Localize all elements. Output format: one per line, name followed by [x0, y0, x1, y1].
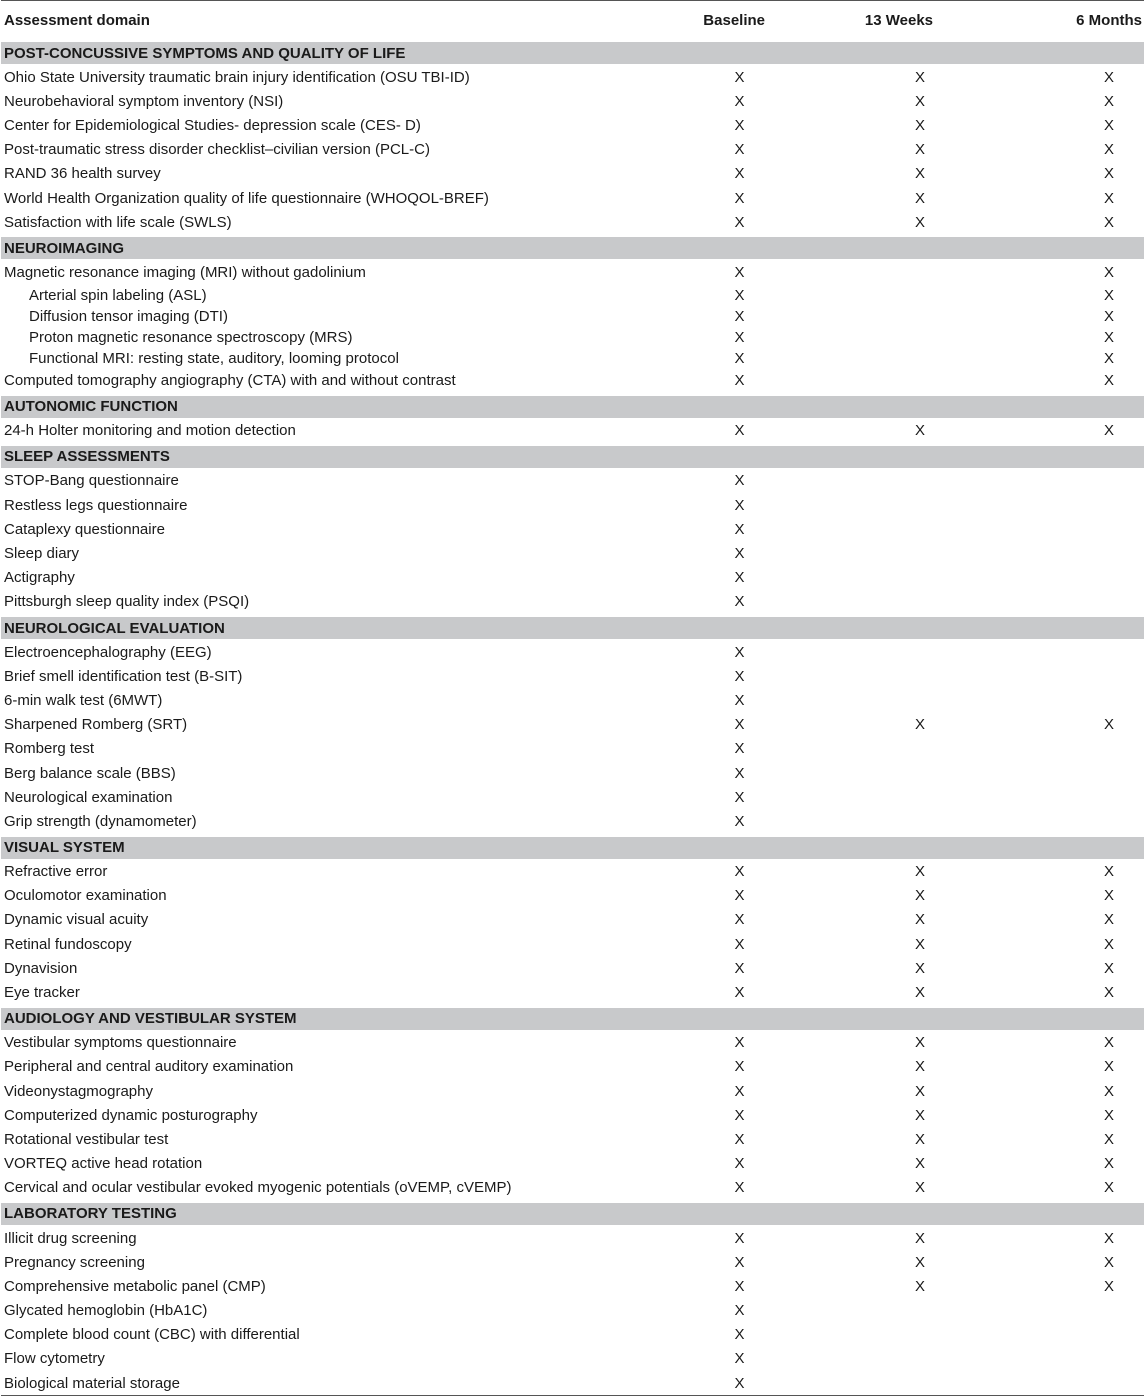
table-row [1, 541, 1144, 565]
month6-mark [1016, 664, 1144, 688]
table-row [1, 884, 1144, 908]
table-row [1, 418, 1144, 444]
baseline-mark: X [734, 189, 745, 207]
week13-mark: X [914, 716, 925, 734]
assessment-name: Flow cytometry [4, 1350, 105, 1368]
week13-mark [827, 468, 1016, 493]
table-row [1, 306, 1144, 327]
baseline-mark: X [734, 593, 745, 611]
baseline-mark: X [734, 286, 745, 304]
week13-mark: X [914, 141, 925, 159]
section-header-row [1, 616, 1144, 640]
table-row [1, 785, 1144, 809]
table-body [1, 41, 1144, 1396]
month6-mark: X [1103, 1058, 1114, 1076]
baseline-mark: X [734, 643, 745, 661]
baseline-mark: X [734, 1326, 745, 1344]
month6-mark: X [1103, 286, 1114, 304]
baseline-mark: X [734, 116, 745, 134]
week13-mark [827, 688, 1016, 712]
baseline-mark: X [734, 1179, 745, 1197]
month6-mark: X [1103, 984, 1114, 1002]
section-header-row [1, 394, 1144, 418]
table-row [1, 1176, 1144, 1202]
week13-mark: X [914, 1082, 925, 1100]
table-row [1, 566, 1144, 590]
week13-mark: X [914, 863, 925, 881]
month6-mark: X [1103, 959, 1114, 977]
assessment-name: Romberg test [4, 740, 95, 758]
month6-mark: X [1103, 349, 1114, 367]
assessment-name: Diffusion tensor imaging (DTI) [29, 307, 228, 325]
month6-mark [1016, 517, 1144, 541]
assessment-name: Restless legs questionnaire [4, 496, 188, 514]
baseline-mark: X [734, 496, 745, 514]
month6-mark: X [1103, 1253, 1114, 1271]
assessment-name: VORTEQ active head rotation [4, 1155, 203, 1173]
week13-mark [827, 285, 1016, 306]
baseline-mark: X [734, 263, 745, 281]
month6-mark [1016, 785, 1144, 809]
assessment-name: Berg balance scale (BBS) [4, 764, 176, 782]
table-row [1, 1250, 1144, 1274]
week13-mark [827, 327, 1016, 348]
assessment-schedule-table [1, 0, 1144, 1396]
month6-mark: X [1103, 141, 1114, 159]
week13-mark: X [914, 1277, 925, 1295]
baseline-mark: X [734, 1155, 745, 1173]
month6-mark [1016, 688, 1144, 712]
column-header-6-months: 6 Months [1016, 1, 1144, 41]
month6-mark [1016, 1347, 1144, 1371]
assessment-name: Illicit drug screening [4, 1229, 137, 1247]
week13-mark [827, 1299, 1016, 1323]
baseline-mark: X [734, 863, 745, 881]
table-row [1, 1371, 1144, 1396]
assessment-name: Retinal fundoscopy [4, 935, 132, 953]
week13-mark: X [914, 92, 925, 110]
column-header-baseline: Baseline [637, 1, 827, 41]
month6-mark: X [1103, 372, 1114, 390]
week13-mark [827, 517, 1016, 541]
assessment-name: Peripheral and central auditory examination [4, 1058, 294, 1076]
table-row [1, 89, 1144, 113]
section-header-row [1, 1006, 1144, 1030]
month6-mark: X [1103, 328, 1114, 346]
baseline-mark: X [734, 764, 745, 782]
table-row [1, 260, 1144, 285]
week13-mark: X [914, 1130, 925, 1148]
baseline-mark: X [734, 1106, 745, 1124]
table-row [1, 761, 1144, 785]
week13-mark: X [914, 1155, 925, 1173]
table-row [1, 713, 1144, 737]
baseline-mark: X [734, 1302, 745, 1320]
table-row [1, 113, 1144, 137]
assessment-name: Computerized dynamic posturography [4, 1106, 258, 1124]
section-header-row [1, 236, 1144, 260]
assessment-name: Sharpened Romberg (SRT) [4, 716, 188, 734]
column-header-13-weeks: 13 Weeks [827, 1, 1016, 41]
assessment-name: Videonystagmography [4, 1082, 153, 1100]
week13-mark: X [914, 213, 925, 231]
week13-mark: X [914, 1034, 925, 1052]
assessment-name: Cataplexy questionnaire [4, 520, 165, 538]
month6-mark: X [1103, 887, 1114, 905]
baseline-mark: X [734, 328, 745, 346]
table-row [1, 737, 1144, 761]
baseline-mark: X [734, 1253, 745, 1271]
table-row [1, 1299, 1144, 1323]
week13-mark [827, 348, 1016, 369]
month6-mark [1016, 1323, 1144, 1347]
week13-mark: X [914, 935, 925, 953]
baseline-mark: X [734, 307, 745, 325]
table-row [1, 1323, 1144, 1347]
section-title: LABORATORY TESTING [1, 1201, 1144, 1225]
table-row [1, 1127, 1144, 1151]
month6-mark [1016, 761, 1144, 785]
month6-mark [1016, 809, 1144, 835]
assessment-name: STOP-Bang questionnaire [4, 472, 179, 490]
month6-mark [1016, 541, 1144, 565]
month6-mark: X [1103, 116, 1114, 134]
baseline-mark: X [734, 935, 745, 953]
month6-mark: X [1103, 213, 1114, 231]
baseline-mark: X [734, 911, 745, 929]
month6-mark: X [1103, 307, 1114, 325]
section-title: AUDIOLOGY AND VESTIBULAR SYSTEM [1, 1006, 1144, 1030]
assessment-name: Glycated hemoglobin (HbA1C) [4, 1302, 208, 1320]
month6-mark: X [1103, 935, 1114, 953]
table-row [1, 517, 1144, 541]
week13-mark [827, 260, 1016, 285]
baseline-mark: X [734, 812, 745, 830]
month6-mark: X [1103, 911, 1114, 929]
assessment-name: Grip strength (dynamometer) [4, 812, 197, 830]
assessment-name: World Health Organization quality of life questionnaire (WHOQOL-BREF) [4, 189, 489, 207]
week13-mark [827, 541, 1016, 565]
assessment-name: Pittsburgh sleep quality index (PSQI) [4, 593, 250, 611]
table-row [1, 186, 1144, 210]
month6-mark [1016, 1371, 1144, 1396]
week13-mark: X [914, 1253, 925, 1271]
week13-mark: X [914, 1229, 925, 1247]
month6-mark: X [1103, 263, 1114, 281]
month6-mark [1016, 566, 1144, 590]
assessment-name: Satisfaction with life scale (SWLS) [4, 213, 232, 231]
section-header-row [1, 1201, 1144, 1225]
table-row [1, 590, 1144, 616]
baseline-mark: X [734, 422, 745, 440]
week13-mark [827, 369, 1016, 395]
assessment-name: Post-traumatic stress disorder checklist–civilian version (PCL-C) [4, 141, 430, 159]
assessment-name: Proton magnetic resonance spectroscopy (MRS) [29, 328, 353, 346]
week13-mark: X [914, 959, 925, 977]
week13-mark [827, 1347, 1016, 1371]
baseline-mark: X [734, 92, 745, 110]
week13-mark: X [914, 911, 925, 929]
month6-mark: X [1103, 1106, 1114, 1124]
table-row [1, 908, 1144, 932]
table-row [1, 956, 1144, 980]
table-row [1, 138, 1144, 162]
month6-mark [1016, 1299, 1144, 1323]
assessment-name: RAND 36 health survey [4, 165, 161, 183]
week13-mark [827, 566, 1016, 590]
week13-mark [827, 809, 1016, 835]
week13-mark: X [914, 422, 925, 440]
week13-mark [827, 785, 1016, 809]
month6-mark [1016, 640, 1144, 665]
week13-mark: X [914, 1106, 925, 1124]
assessment-name: 24-h Holter monitoring and motion detection [4, 422, 296, 440]
baseline-mark: X [734, 520, 745, 538]
assessment-name: Neurobehavioral symptom inventory (NSI) [4, 92, 284, 110]
baseline-mark: X [734, 213, 745, 231]
header-row [1, 1, 1144, 41]
month6-mark: X [1103, 165, 1114, 183]
assessment-name: 6-min walk test (6MWT) [4, 691, 163, 709]
assessment-name: Neurological examination [4, 788, 173, 806]
table-row [1, 640, 1144, 665]
baseline-mark: X [734, 667, 745, 685]
table-row [1, 468, 1144, 493]
table-row [1, 859, 1144, 884]
baseline-mark: X [734, 691, 745, 709]
baseline-mark: X [734, 1034, 745, 1052]
assessment-name: Dynavision [4, 959, 78, 977]
table-row [1, 1152, 1144, 1176]
assessment-name: Cervical and ocular vestibular evoked myogenic potentials (oVEMP, cVEMP) [4, 1179, 512, 1197]
week13-mark: X [914, 887, 925, 905]
baseline-mark: X [734, 716, 745, 734]
week13-mark [827, 306, 1016, 327]
assessment-name: Vestibular symptoms questionnaire [4, 1034, 237, 1052]
baseline-mark: X [734, 959, 745, 977]
section-title: NEUROIMAGING [1, 236, 1144, 260]
month6-mark: X [1103, 92, 1114, 110]
week13-mark: X [914, 165, 925, 183]
assessment-name: Refractive error [4, 863, 108, 881]
table-row [1, 932, 1144, 956]
baseline-mark: X [734, 569, 745, 587]
table-row [1, 809, 1144, 835]
assessment-name: Functional MRI: resting state, auditory, looming protocol [29, 349, 399, 367]
week13-mark: X [914, 68, 925, 86]
baseline-mark: X [734, 788, 745, 806]
week13-mark [827, 737, 1016, 761]
table-row [1, 1274, 1144, 1298]
baseline-mark: X [734, 472, 745, 490]
assessment-name: Sleep diary [4, 545, 80, 563]
table-row [1, 162, 1144, 186]
table-row [1, 210, 1144, 236]
month6-mark: X [1103, 1229, 1114, 1247]
month6-mark: X [1103, 1155, 1114, 1173]
baseline-mark: X [637, 1371, 827, 1396]
month6-mark: X [1103, 189, 1114, 207]
week13-mark: X [914, 1179, 925, 1197]
table-row [1, 664, 1144, 688]
month6-mark: X [1103, 1277, 1114, 1295]
column-header-domain: Assessment domain [1, 1, 637, 41]
table-row [1, 1030, 1144, 1055]
assessment-name: Pregnancy screening [4, 1253, 145, 1271]
month6-mark [1016, 590, 1144, 616]
week13-mark [827, 590, 1016, 616]
assessment-name: Actigraphy [4, 569, 75, 587]
month6-mark [1016, 493, 1144, 517]
table-row [1, 1079, 1144, 1103]
baseline-mark: X [734, 1229, 745, 1247]
assessment-name: Eye tracker [4, 984, 80, 1002]
table-row [1, 1225, 1144, 1250]
assessment-name: Center for Epidemiological Studies- depression scale (CES- D) [4, 116, 421, 134]
assessment-name: Arterial spin labeling (ASL) [29, 286, 207, 304]
baseline-mark: X [734, 1130, 745, 1148]
section-header-row [1, 41, 1144, 65]
table-row [1, 348, 1144, 369]
table-row [1, 327, 1144, 348]
month6-mark [1016, 468, 1144, 493]
baseline-mark: X [734, 545, 745, 563]
assessment-name: Rotational vestibular test [4, 1130, 169, 1148]
table-row [1, 1103, 1144, 1127]
baseline-mark: X [734, 1350, 745, 1368]
month6-mark: X [1103, 422, 1114, 440]
baseline-mark: X [734, 740, 745, 758]
month6-mark: X [1103, 863, 1114, 881]
baseline-mark: X [734, 1277, 745, 1295]
baseline-mark: X [734, 984, 745, 1002]
table-row [1, 285, 1144, 306]
week13-mark: X [914, 984, 925, 1002]
week13-mark: X [914, 1058, 925, 1076]
baseline-mark: X [734, 165, 745, 183]
assessment-name: Complete blood count (CBC) with differential [4, 1326, 300, 1344]
baseline-mark: X [734, 68, 745, 86]
table-row [1, 65, 1144, 90]
month6-mark: X [1103, 1179, 1114, 1197]
assessment-name: Magnetic resonance imaging (MRI) without gadolinium [4, 263, 366, 281]
assessment-name: Dynamic visual acuity [4, 911, 149, 929]
week13-mark: X [914, 116, 925, 134]
assessment-name: Computed tomography angiography (CTA) with and without contrast [4, 372, 456, 390]
section-header-row [1, 444, 1144, 468]
assessment-name: Ohio State University traumatic brain injury identification (OSU TBI-ID) [4, 68, 470, 86]
assessment-name: Brief smell identification test (B-SIT) [4, 667, 243, 685]
table-header [1, 1, 1144, 41]
table-row [1, 1347, 1144, 1371]
month6-mark: X [1103, 1130, 1114, 1148]
table-row [1, 688, 1144, 712]
month6-mark: X [1103, 68, 1114, 86]
month6-mark: X [1103, 1082, 1114, 1100]
baseline-mark: X [734, 1082, 745, 1100]
table-row [1, 1055, 1144, 1079]
week13-mark [827, 640, 1016, 665]
table-row [1, 493, 1144, 517]
week13-mark [827, 761, 1016, 785]
baseline-mark: X [734, 349, 745, 367]
week13-mark: X [914, 189, 925, 207]
month6-mark: X [1103, 716, 1114, 734]
section-title: POST-CONCUSSIVE SYMPTOMS AND QUALITY OF LIFE [1, 41, 1144, 65]
baseline-mark: X [734, 887, 745, 905]
week13-mark [827, 1323, 1016, 1347]
month6-mark: X [1103, 1034, 1114, 1052]
baseline-mark: X [734, 1058, 745, 1076]
section-title: SLEEP ASSESSMENTS [1, 444, 1144, 468]
section-title: AUTONOMIC FUNCTION [1, 394, 1144, 418]
week13-mark [827, 1371, 1016, 1396]
assessment-name: Comprehensive metabolic panel (CMP) [4, 1277, 266, 1295]
week13-mark [827, 493, 1016, 517]
table-row [1, 980, 1144, 1006]
assessment-name: Electroencephalography (EEG) [4, 643, 212, 661]
table-row [1, 369, 1144, 395]
month6-mark [1016, 737, 1144, 761]
assessment-name: Oculomotor examination [4, 887, 167, 905]
section-title: NEUROLOGICAL EVALUATION [1, 616, 1144, 640]
baseline-mark: X [734, 141, 745, 159]
baseline-mark: X [734, 372, 745, 390]
section-header-row [1, 835, 1144, 859]
section-title: VISUAL SYSTEM [1, 835, 1144, 859]
assessment-name: Biological material storage [1, 1371, 637, 1396]
week13-mark [827, 664, 1016, 688]
